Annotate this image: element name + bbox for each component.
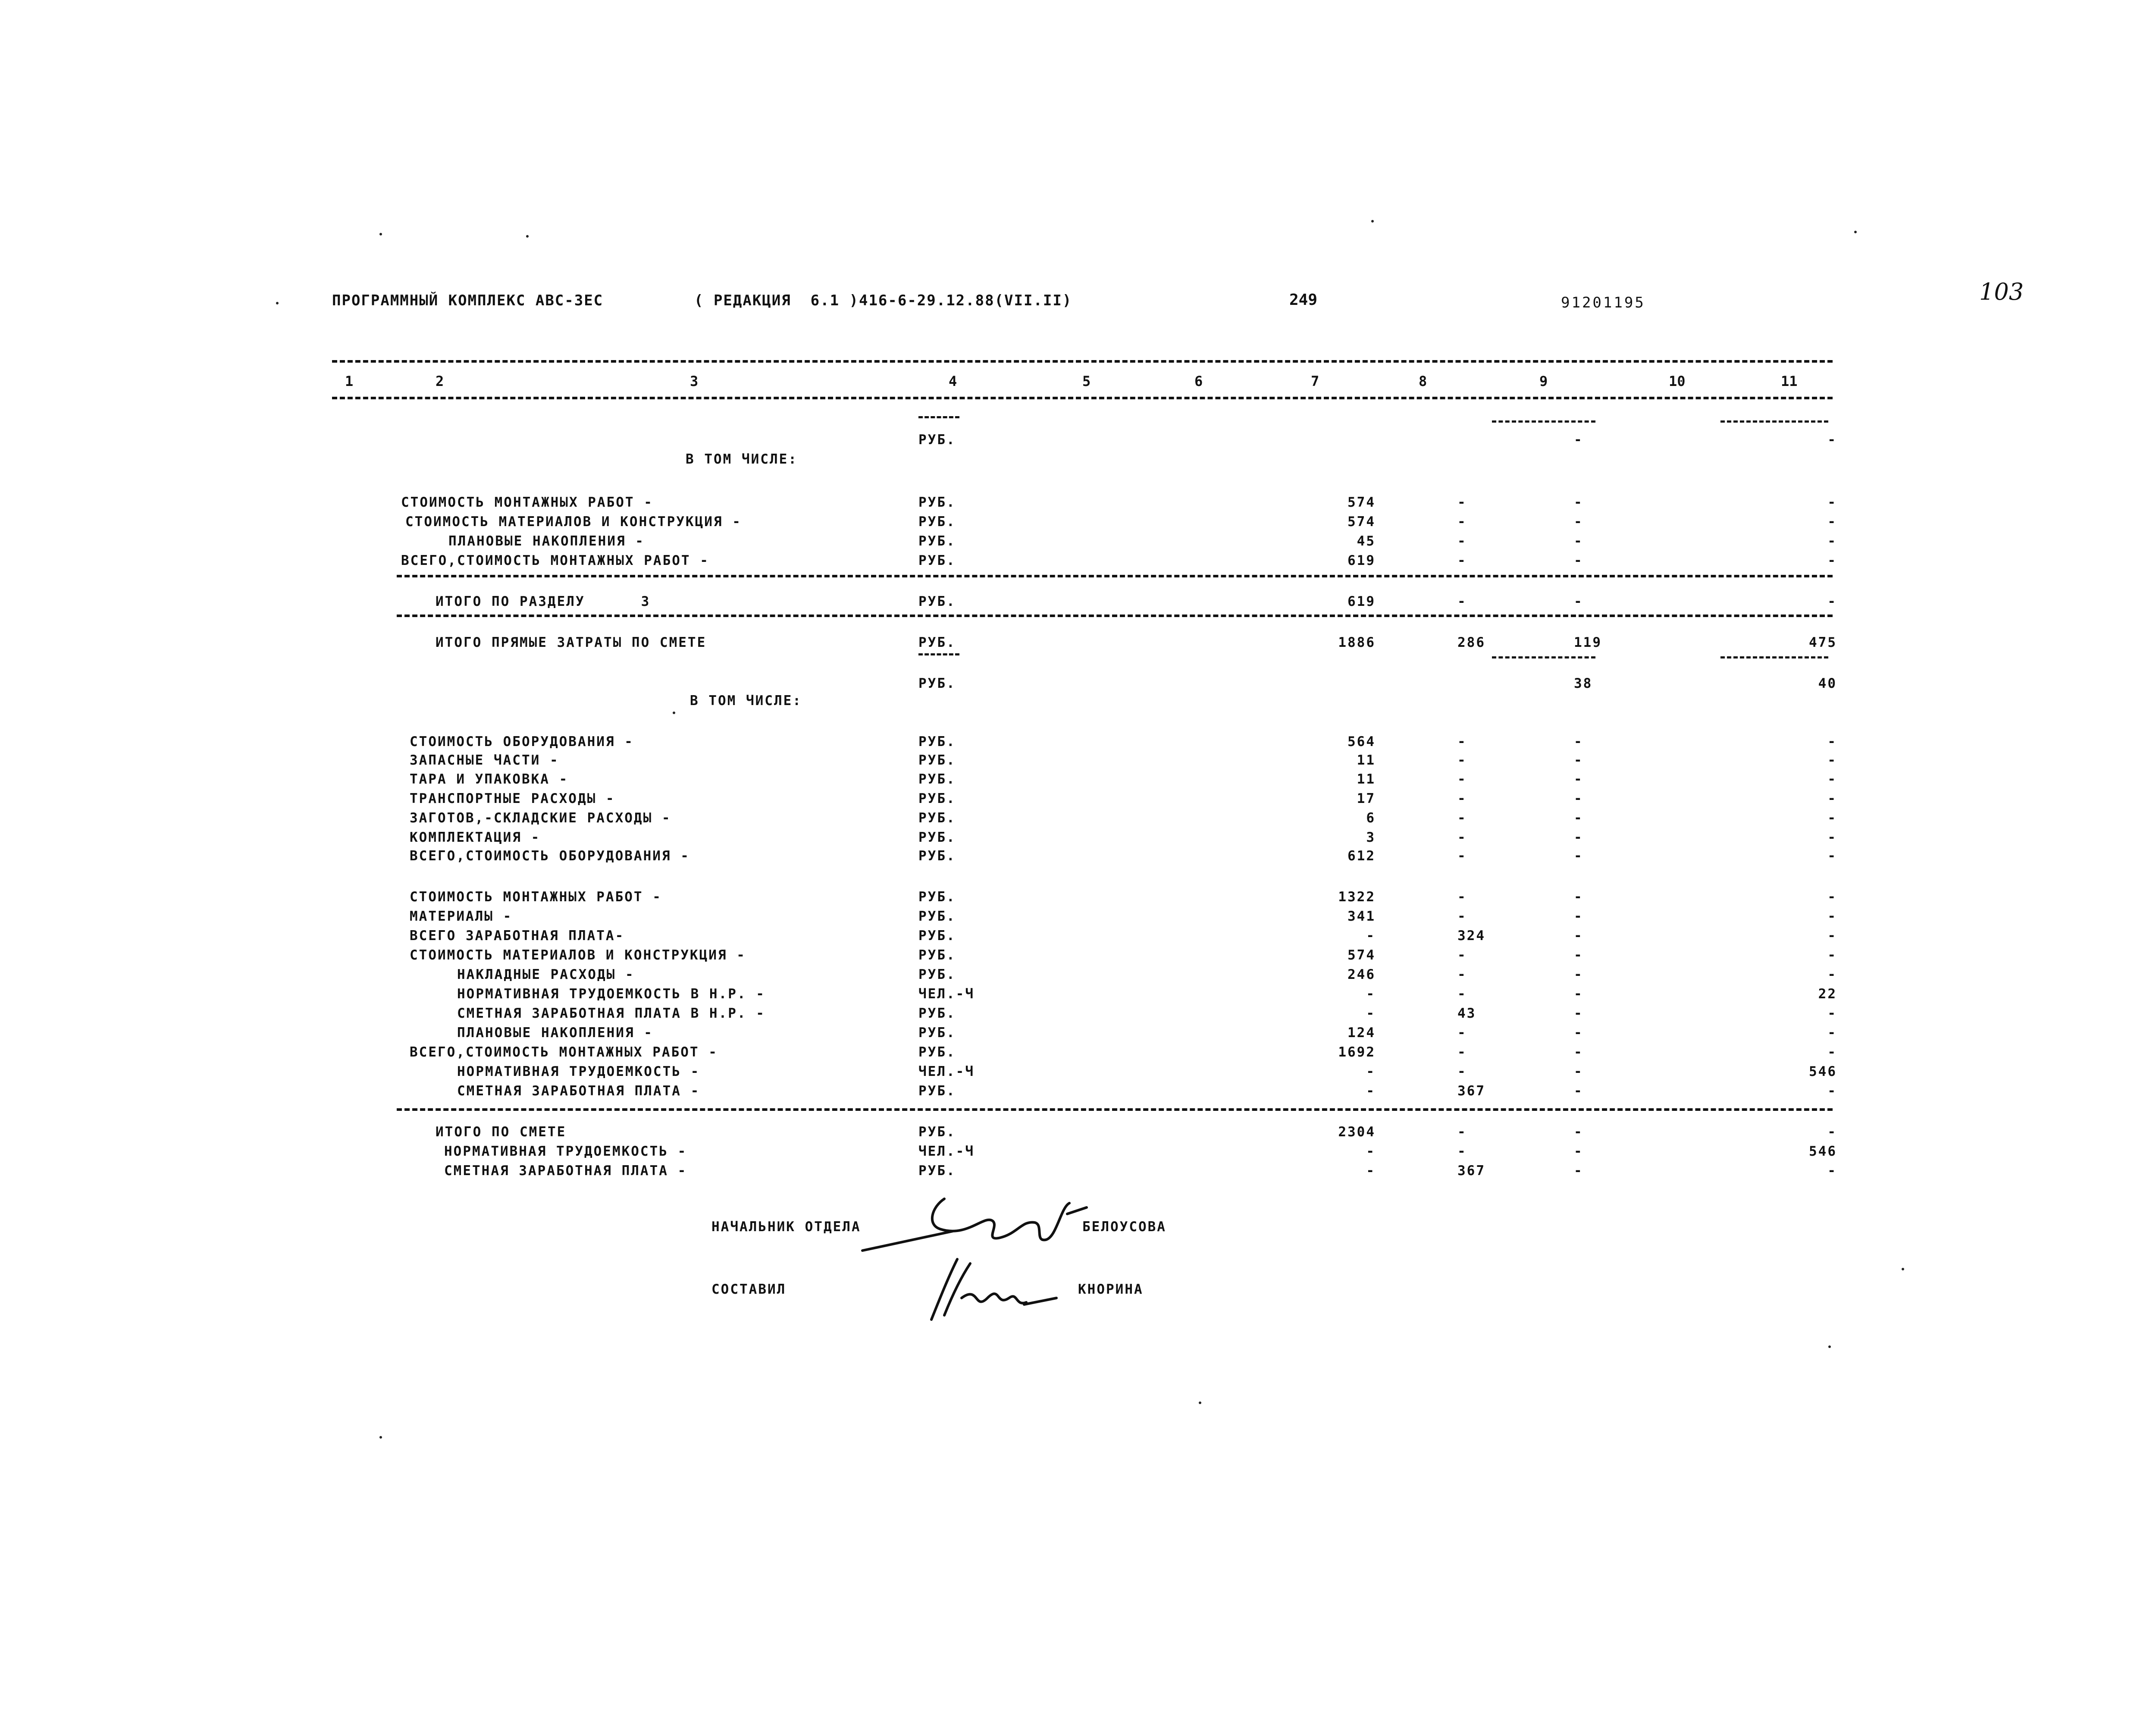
row-col9: - <box>1574 432 1583 448</box>
row-col8: 367 <box>1457 1083 1485 1099</box>
scan-speck <box>379 1436 382 1439</box>
row-col7: 574 <box>1348 495 1376 510</box>
row-col9: - <box>1574 594 1583 609</box>
row-label: НОРМАТИВНАЯ ТРУДОЕМКОСТЬ В Н.Р. - <box>457 986 765 1002</box>
scan-speck <box>1854 231 1857 233</box>
column-number: 2 <box>436 373 444 389</box>
row-unit: РУБ. <box>918 909 956 924</box>
row-col11: - <box>1827 947 1837 963</box>
column-number: 6 <box>1194 373 1203 389</box>
row-col7: - <box>1366 1083 1376 1099</box>
row-col8: - <box>1457 771 1467 787</box>
row-col7: - <box>1366 1163 1376 1179</box>
row-col8: - <box>1457 514 1467 530</box>
row-col8: - <box>1457 810 1467 826</box>
row-label: СТОИМОСТЬ МОНТАЖНЫХ РАБОТ - <box>401 495 653 510</box>
row-col11: - <box>1827 810 1837 826</box>
row-unit: РУБ. <box>918 676 956 691</box>
row-col7: - <box>1366 1144 1376 1159</box>
row-unit: РУБ. <box>918 947 956 963</box>
row-unit: РУБ. <box>918 594 956 609</box>
row-col9: - <box>1574 928 1583 944</box>
row-col8: 367 <box>1457 1163 1485 1179</box>
row-col8: 324 <box>1457 928 1485 944</box>
row-col11: - <box>1827 1163 1837 1179</box>
row-col8: - <box>1457 830 1467 845</box>
row-col11: - <box>1827 1025 1837 1041</box>
row-col11: - <box>1827 594 1837 609</box>
row-col11: 475 <box>1809 635 1837 650</box>
row-col9: - <box>1574 734 1583 749</box>
document-number: 91201195 <box>1561 294 1645 311</box>
row-col8: - <box>1457 533 1467 549</box>
row-label: ПЛАНОВЫЕ НАКОПЛЕНИЯ - <box>457 1025 653 1041</box>
row-unit: РУБ. <box>918 830 956 845</box>
row-col11: - <box>1827 495 1837 510</box>
row-label: СТОИМОСТЬ ОБОРУДОВАНИЯ - <box>410 734 634 749</box>
column-number: 5 <box>1082 373 1091 389</box>
row-label: СМЕТНАЯ ЗАРАБОТНАЯ ПЛАТА - <box>457 1083 700 1099</box>
author-title: СОСТАВИЛ <box>711 1282 787 1297</box>
row-col7: - <box>1366 928 1376 944</box>
column-number: 7 <box>1311 373 1319 389</box>
row-col11: - <box>1827 1044 1837 1060</box>
row-label: ИТОГО ПО РАЗДЕЛУ 3 <box>436 594 651 609</box>
row-col11: - <box>1827 909 1837 924</box>
row-col9: - <box>1574 830 1583 845</box>
row-label: НАКЛАДНЫЕ РАСХОДЫ - <box>457 967 635 982</box>
scan-speck <box>1902 1268 1904 1270</box>
edition-info: ( РЕДАКЦИЯ 6.1 )416-6-29.12.88(VII.II) <box>694 292 1072 309</box>
row-col7: 2304 <box>1338 1124 1376 1140</box>
row-col11: - <box>1827 533 1837 549</box>
row-label: В ТОМ ЧИСЛЕ: <box>686 451 798 467</box>
row-col9: - <box>1574 810 1583 826</box>
row-col11: 546 <box>1809 1064 1837 1079</box>
scan-speck <box>1828 1345 1831 1348</box>
section-rule <box>397 615 1833 617</box>
row-col7: 246 <box>1348 967 1376 982</box>
row-col8: - <box>1457 1124 1467 1140</box>
row-col7: 619 <box>1348 594 1376 609</box>
row-col8: - <box>1457 791 1467 806</box>
row-unit: РУБ. <box>918 791 956 806</box>
row-col9: - <box>1574 1163 1583 1179</box>
row-unit: РУБ. <box>918 1044 956 1060</box>
row-col8: - <box>1457 1025 1467 1041</box>
row-label: КОМПЛЕКТАЦИЯ - <box>410 830 541 845</box>
row-label: ПЛАНОВЫЕ НАКОПЛЕНИЯ - <box>448 533 645 549</box>
row-col9: - <box>1574 514 1583 530</box>
row-col9: - <box>1574 1124 1583 1140</box>
row-label: НОРМАТИВНАЯ ТРУДОЕМКОСТЬ - <box>457 1064 700 1079</box>
row-col11: - <box>1827 889 1837 905</box>
subtotal-rule <box>1492 420 1595 423</box>
row-label: СТОИМОСТЬ МАТЕРИАЛОВ И КОНСТРУКЦИЯ - <box>405 514 742 530</box>
row-col8: - <box>1457 1044 1467 1060</box>
row-label: ВСЕГО,СТОИМОСТЬ ОБОРУДОВАНИЯ - <box>410 848 690 864</box>
row-unit: ЧЕЛ.-Ч <box>918 1064 975 1079</box>
header-top-rule <box>332 360 1833 363</box>
subtotal-rule <box>1492 656 1595 658</box>
row-unit: РУБ. <box>918 1025 956 1041</box>
row-col9: 38 <box>1574 676 1593 691</box>
row-label: ВСЕГО ЗАРАБОТНАЯ ПЛАТА- <box>410 928 625 944</box>
row-unit: РУБ. <box>918 771 956 787</box>
row-col11: - <box>1827 1083 1837 1099</box>
row-col8: - <box>1457 495 1467 510</box>
row-unit: РУБ. <box>918 495 956 510</box>
row-col11: - <box>1827 1124 1837 1140</box>
row-col9: - <box>1574 495 1583 510</box>
row-unit: РУБ. <box>918 848 956 864</box>
row-col9: - <box>1574 848 1583 864</box>
row-label: ИТОГО ПРЯМЫЕ ЗАТРАТЫ ПО СМЕТЕ <box>436 635 707 650</box>
section-rule <box>397 575 1833 577</box>
row-col11: 22 <box>1818 986 1837 1002</box>
row-unit: РУБ. <box>918 928 956 944</box>
row-col9: - <box>1574 1064 1583 1079</box>
row-col8: - <box>1457 1064 1467 1079</box>
column-number: 1 <box>345 373 354 389</box>
row-unit: РУБ. <box>918 514 956 530</box>
row-col8: - <box>1457 1144 1467 1159</box>
row-col11: - <box>1827 967 1837 982</box>
row-col9: - <box>1574 553 1583 568</box>
row-col11: - <box>1827 848 1837 864</box>
column-number: 10 <box>1669 373 1686 389</box>
row-unit: РУБ. <box>918 553 956 568</box>
subtotal-rule <box>1720 420 1828 423</box>
row-col9: - <box>1574 752 1583 768</box>
row-unit: РУБ. <box>918 1006 956 1021</box>
row-col11: 40 <box>1818 676 1837 691</box>
row-col11: - <box>1827 830 1837 845</box>
row-col9: - <box>1574 1083 1583 1099</box>
row-col7: 619 <box>1348 553 1376 568</box>
subtotal-rule <box>918 653 959 655</box>
row-unit: РУБ. <box>918 734 956 749</box>
row-col7: 3 <box>1366 830 1376 845</box>
row-col9: - <box>1574 771 1583 787</box>
row-unit: РУБ. <box>918 635 956 650</box>
row-label: МАТЕРИАЛЫ - <box>410 909 513 924</box>
row-label: ЗАГОТОВ,-СКЛАДСКИЕ РАСХОДЫ - <box>410 810 671 826</box>
row-col11: - <box>1827 734 1837 749</box>
column-number: 3 <box>690 373 699 389</box>
row-label: СТОИМОСТЬ МОНТАЖНЫХ РАБОТ - <box>410 889 662 905</box>
row-label: ВСЕГО,СТОИМОСТЬ МОНТАЖНЫХ РАБОТ - <box>401 553 709 568</box>
row-label: ЗАПАСНЫЕ ЧАСТИ - <box>410 752 559 768</box>
row-unit: РУБ. <box>918 1083 956 1099</box>
row-label: СМЕТНАЯ ЗАРАБОТНАЯ ПЛАТА - <box>444 1163 687 1179</box>
row-col7: 11 <box>1357 771 1376 787</box>
sheet-code: 249 <box>1289 291 1318 309</box>
row-col8: - <box>1457 594 1467 609</box>
row-col8: - <box>1457 848 1467 864</box>
row-col7: 1692 <box>1338 1044 1376 1060</box>
row-label: НОРМАТИВНАЯ ТРУДОЕМКОСТЬ - <box>444 1144 687 1159</box>
row-col7: 564 <box>1348 734 1376 749</box>
column-number: 8 <box>1419 373 1427 389</box>
subtotal-rule <box>1720 656 1828 658</box>
row-col7: - <box>1366 1064 1376 1079</box>
row-col9: - <box>1574 986 1583 1002</box>
author-signature <box>914 1251 1069 1337</box>
row-col11: - <box>1827 553 1837 568</box>
row-col8: - <box>1457 967 1467 982</box>
row-label: СМЕТНАЯ ЗАРАБОТНАЯ ПЛАТА В Н.Р. - <box>457 1006 765 1021</box>
scan-speck <box>1371 220 1374 223</box>
row-col9: - <box>1574 533 1583 549</box>
page-number: 103 <box>1979 278 2024 305</box>
scan-speck <box>276 302 279 304</box>
subtotal-rule <box>918 416 959 418</box>
row-col8: 43 <box>1457 1006 1476 1021</box>
row-col11: - <box>1827 752 1837 768</box>
row-col8: - <box>1457 752 1467 768</box>
row-col9: - <box>1574 967 1583 982</box>
row-col11: 546 <box>1809 1144 1837 1159</box>
row-unit: РУБ. <box>918 889 956 905</box>
row-label: СТОИМОСТЬ МАТЕРИАЛОВ И КОНСТРУКЦИЯ - <box>410 947 746 963</box>
row-col9: - <box>1574 909 1583 924</box>
row-col8: - <box>1457 947 1467 963</box>
row-col11: - <box>1827 514 1837 530</box>
row-col9: - <box>1574 1025 1583 1041</box>
row-label: ВСЕГО,СТОИМОСТЬ МОНТАЖНЫХ РАБОТ - <box>410 1044 718 1060</box>
scan-speck <box>526 235 529 238</box>
row-unit: РУБ. <box>918 1124 956 1140</box>
row-unit: РУБ. <box>918 533 956 549</box>
row-col9: - <box>1574 1006 1583 1021</box>
row-col8: - <box>1457 986 1467 1002</box>
row-col7: - <box>1366 986 1376 1002</box>
row-unit: РУБ. <box>918 432 956 448</box>
column-number: 11 <box>1781 373 1798 389</box>
row-col7: 574 <box>1348 514 1376 530</box>
row-col8: 286 <box>1457 635 1485 650</box>
row-col7: 45 <box>1357 533 1376 549</box>
row-col11: - <box>1827 771 1837 787</box>
scan-speck <box>379 233 382 235</box>
row-col8: - <box>1457 889 1467 905</box>
row-unit: РУБ. <box>918 810 956 826</box>
scan-speck <box>673 712 675 714</box>
program-name: ПРОГРАММНЫЙ КОМПЛЕКС АВС-3ЕС <box>332 292 604 309</box>
row-col7: 124 <box>1348 1025 1376 1041</box>
head-name: БЕЛОУСОВА <box>1082 1219 1166 1235</box>
row-col9: - <box>1574 947 1583 963</box>
row-col7: 11 <box>1357 752 1376 768</box>
scan-speck <box>1199 1401 1201 1404</box>
row-col7: 341 <box>1348 909 1376 924</box>
author-name: КНОРИНА <box>1078 1282 1144 1297</box>
head-title: НАЧАЛЬНИК ОТДЕЛА <box>711 1219 861 1235</box>
row-col7: 1886 <box>1338 635 1376 650</box>
row-col7: 612 <box>1348 848 1376 864</box>
row-col9: - <box>1574 791 1583 806</box>
column-number: 4 <box>949 373 957 389</box>
row-col9: - <box>1574 889 1583 905</box>
row-unit: РУБ. <box>918 752 956 768</box>
row-col7: - <box>1366 1006 1376 1021</box>
column-number: 9 <box>1539 373 1548 389</box>
row-label: В ТОМ ЧИСЛЕ: <box>690 693 802 709</box>
row-col7: 574 <box>1348 947 1376 963</box>
row-col11: - <box>1827 791 1837 806</box>
row-col11: - <box>1827 1006 1837 1021</box>
row-col9: - <box>1574 1044 1583 1060</box>
row-label: ИТОГО ПО СМЕТЕ <box>436 1124 567 1140</box>
row-col9: 119 <box>1574 635 1602 650</box>
row-col7: 6 <box>1366 810 1376 826</box>
header-bottom-rule <box>332 397 1833 399</box>
row-unit: ЧЕЛ.-Ч <box>918 1144 975 1159</box>
row-col11: - <box>1827 928 1837 944</box>
row-col11: - <box>1827 432 1837 448</box>
row-unit: РУБ. <box>918 967 956 982</box>
row-col9: - <box>1574 1144 1583 1159</box>
row-unit: ЧЕЛ.-Ч <box>918 986 975 1002</box>
row-col7: 1322 <box>1338 889 1376 905</box>
row-label: ТРАНСПОРТНЫЕ РАСХОДЫ - <box>410 791 615 806</box>
row-col7: 17 <box>1357 791 1376 806</box>
section-rule <box>397 1108 1833 1111</box>
row-unit: РУБ. <box>918 1163 956 1179</box>
row-col8: - <box>1457 553 1467 568</box>
row-label: ТАРА И УПАКОВКА - <box>410 771 569 787</box>
row-col8: - <box>1457 909 1467 924</box>
row-col8: - <box>1457 734 1467 749</box>
